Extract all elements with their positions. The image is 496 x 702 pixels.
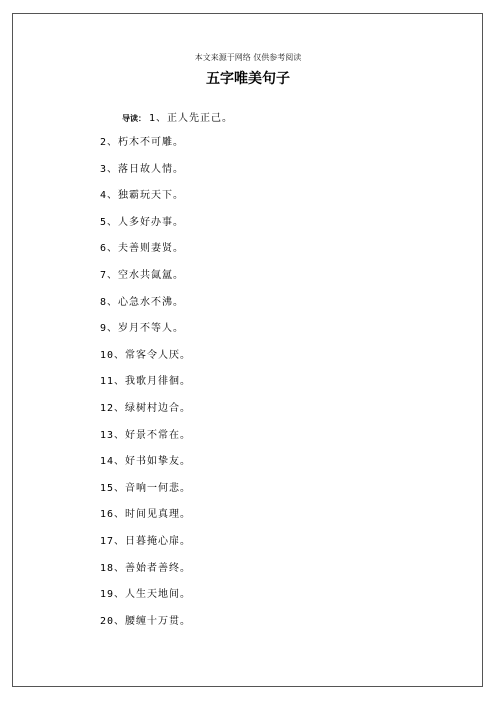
sentence-item: 12、绿树村边合。 <box>100 402 192 414</box>
sentence-item: 14、好书如挚友。 <box>100 456 192 468</box>
intro-first-sentence: 1、正人先正己。 <box>149 113 234 124</box>
sentence-item: 17、日暮掩心扉。 <box>100 535 192 547</box>
intro-line <box>122 109 233 124</box>
sentence-item: 15、音响一何悲。 <box>100 482 192 494</box>
sentence-item: 2、朽木不可雕。 <box>100 137 185 148</box>
sentence-item: 20、腰缠十万贯。 <box>100 615 192 627</box>
page-border <box>12 13 483 687</box>
source-note: 本文来源于网络 仅供参考阅读 <box>194 53 302 62</box>
page-title: 五字唯美句子 <box>206 71 290 87</box>
sentence-item: 7、空水共氤氲。 <box>100 269 185 281</box>
sentence-item: 8、心急水不沸。 <box>100 296 185 308</box>
sentence-item: 6、夫善则妻贤。 <box>100 243 185 255</box>
sentence-item: 9、岁月不等人。 <box>100 323 185 335</box>
sentence-item: 13、好景不常在。 <box>100 429 192 441</box>
sentence-item: 18、善始者善终。 <box>100 562 192 574</box>
sentence-item: 10、常客令人厌。 <box>100 349 192 361</box>
sentence-item: 5、人多好办事。 <box>100 216 185 228</box>
sentence-item: 19、人生天地间。 <box>100 589 192 601</box>
sentence-item: 16、时间见真理。 <box>100 509 192 521</box>
intro-label: 导读： <box>122 114 146 123</box>
sentence-item: 4、独霸玩天下。 <box>100 190 185 202</box>
sentence-list <box>100 130 191 635</box>
sentence-item: 3、落日故人情。 <box>100 163 185 175</box>
sentence-item: 11、我歌月徘徊。 <box>100 376 192 388</box>
